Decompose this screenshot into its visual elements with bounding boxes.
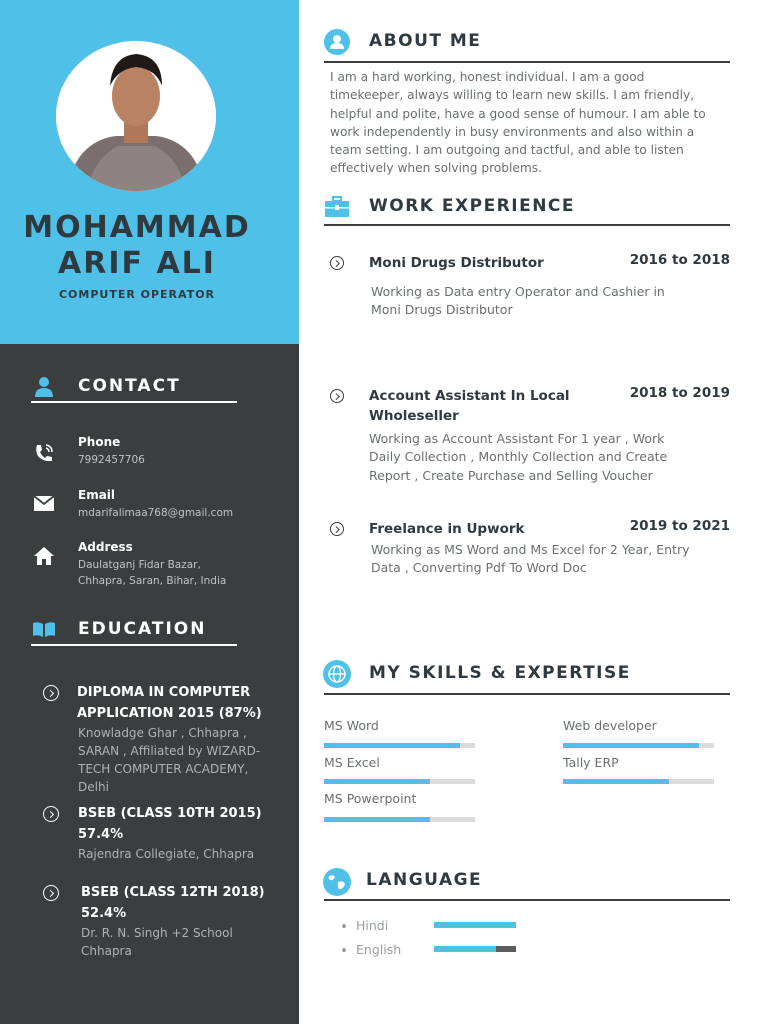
skill-bar: [563, 779, 714, 784]
email-label: Email: [78, 488, 116, 502]
work-item-title: [369, 519, 599, 539]
education-item-desc: [78, 724, 283, 796]
language-bar: [434, 946, 516, 952]
work-desc-line: Working as Account Assistant For 1 year , Work: [369, 431, 665, 446]
work-item-desc: [369, 430, 714, 485]
phone-icon: [33, 442, 55, 464]
education-title-line: BSEB (CLASS 10TH 2015): [78, 806, 262, 821]
skill-bar: [324, 779, 475, 784]
education-desc-line: TECH COMPUTER ACADEMY,: [78, 762, 249, 776]
work-item-title: [369, 253, 599, 273]
skill-bar: [324, 817, 475, 822]
chevron-circle-icon: [330, 389, 344, 403]
education-desc-line: Knowladge Ghar , Chhapra ,: [78, 726, 247, 740]
education-divider: [31, 644, 237, 646]
work-item-date: 2019 to 2021: [629, 518, 730, 534]
work-heading: WORK EXPERIENCE: [369, 196, 576, 216]
education-title-line: 52.4%: [81, 906, 127, 921]
work-desc-line: Report , Create Purchase and Selling Voucher: [369, 467, 653, 483]
education-desc-line: Chhapra: [81, 944, 132, 958]
contact-heading: CONTACT: [78, 376, 181, 396]
phone-value[interactable]: 7992457706: [78, 454, 145, 466]
work-desc-line: Data , Converting Pdf To Word Doc: [371, 560, 587, 576]
work-title-line: Account Assistant In Local: [369, 388, 570, 404]
about-text: [330, 68, 735, 178]
chevron-circle-icon: [43, 685, 59, 701]
skill-bar-fill: [324, 743, 460, 748]
skills-heading: MY SKILLS & EXPERTISE: [369, 663, 631, 683]
work-item-desc: [371, 283, 716, 320]
job-title: COMPUTER OPERATOR: [58, 288, 216, 301]
work-divider: [324, 224, 730, 226]
education-desc-line: Delhi: [78, 780, 109, 794]
language-bar-fill: [434, 922, 516, 928]
earth-icon: [323, 868, 351, 896]
skills-divider: [324, 693, 730, 695]
chevron-circle-icon: [330, 522, 344, 536]
home-icon: [33, 545, 55, 567]
education-item-title: [77, 682, 287, 724]
about-heading: ABOUT ME: [369, 31, 482, 51]
person-icon: [34, 376, 54, 398]
education-item-title: [81, 882, 291, 924]
skill-bar-fill: [324, 779, 430, 784]
about-line: work independently in busy environments and also within a: [330, 124, 695, 139]
education-item-desc: [81, 924, 286, 960]
about-line: helpful and polite, have a good sense of humour. I am able to: [330, 106, 706, 121]
address-label: Address: [78, 540, 133, 554]
user-circle-icon: [324, 29, 350, 55]
phone-label: Phone: [78, 435, 121, 449]
skill-name: Tally ERP: [563, 755, 619, 770]
skill-bar-fill: [563, 779, 669, 784]
education-heading: EDUCATION: [78, 619, 207, 639]
about-divider: [324, 61, 730, 63]
skill-bar: [324, 743, 475, 748]
email-icon: [33, 493, 55, 513]
bullet-icon: [342, 924, 346, 928]
education-desc-line: Rajendra Collegiate, Chhapra: [78, 847, 255, 861]
work-desc-line: Working as MS Word and Ms Excel for 2 Year, Entry: [371, 542, 690, 557]
skill-name: MS Powerpoint: [324, 791, 417, 806]
language-bar-fill: [434, 946, 496, 952]
work-item-date: 2018 to 2019: [629, 385, 730, 401]
education-title-line: BSEB (CLASS 12TH 2018): [81, 885, 265, 900]
education-item-desc: [78, 845, 283, 863]
education-title-line: DIPLOMA IN COMPUTER: [77, 685, 251, 700]
book-icon: [31, 619, 57, 639]
about-line: effectively when solving problems.: [330, 161, 543, 176]
name-first: MOHAMMAD: [23, 210, 251, 245]
contact-divider: [31, 401, 237, 403]
chevron-circle-icon: [43, 806, 59, 822]
chevron-circle-icon: [43, 885, 59, 901]
work-item-date: 2016 to 2018: [629, 252, 730, 268]
briefcase-icon: [324, 196, 350, 218]
address-line1: Daulatganj Fidar Bazar,: [78, 559, 201, 571]
skill-bar-fill: [563, 743, 699, 748]
work-item-title: [369, 386, 599, 426]
skill-bar: [563, 743, 714, 748]
education-title-line: APPLICATION 2015 (87%): [77, 706, 262, 721]
language-name: English: [356, 942, 402, 957]
work-item-desc: [371, 541, 716, 578]
education-title-line: 57.4%: [78, 827, 124, 842]
chevron-circle-icon: [330, 256, 344, 270]
language-name: Hindi: [356, 918, 389, 933]
language-divider: [324, 899, 730, 901]
work-title-line: Wholeseller: [369, 408, 459, 424]
language-heading: LANGUAGE: [366, 870, 483, 890]
skill-name: Web developer: [563, 718, 657, 733]
work-title-line: Freelance in Upwork: [369, 521, 525, 537]
about-line: team setting. I am outgoing and tactful, and able to listen: [330, 143, 684, 158]
language-bar: [434, 922, 516, 928]
work-desc-line: Daily Collection , Monthly Collection and Create: [369, 449, 668, 465]
skill-name: MS Excel: [324, 755, 380, 770]
about-line: I am a hard working, honest individual. I am a good: [330, 70, 645, 84]
globe-icon: [323, 660, 351, 688]
email-value[interactable]: mdarifalimaa768@gmail.com: [78, 507, 234, 519]
work-title-line: Moni Drugs Distributor: [369, 255, 544, 271]
education-item-title: [78, 803, 288, 845]
work-desc-line: Working as Data entry Operator and Cashier in: [371, 284, 665, 299]
education-desc-line: Dr. R. N. Singh +2 School: [81, 926, 233, 940]
work-desc-line: Moni Drugs Distributor: [371, 302, 513, 318]
education-desc-line: SARAN , Affiliated by WIZARD-: [78, 744, 261, 758]
name-last: ARIF ALI: [58, 246, 216, 281]
bullet-icon: [342, 948, 346, 952]
profile-photo: [56, 41, 216, 191]
skill-name: MS Word: [324, 718, 379, 733]
skill-bar-fill: [324, 817, 430, 822]
about-line: timekeeper, always willing to learn new skills. I am friendly,: [330, 88, 695, 103]
address-line2: Chhapra, Saran, Bihar, India: [78, 575, 227, 587]
